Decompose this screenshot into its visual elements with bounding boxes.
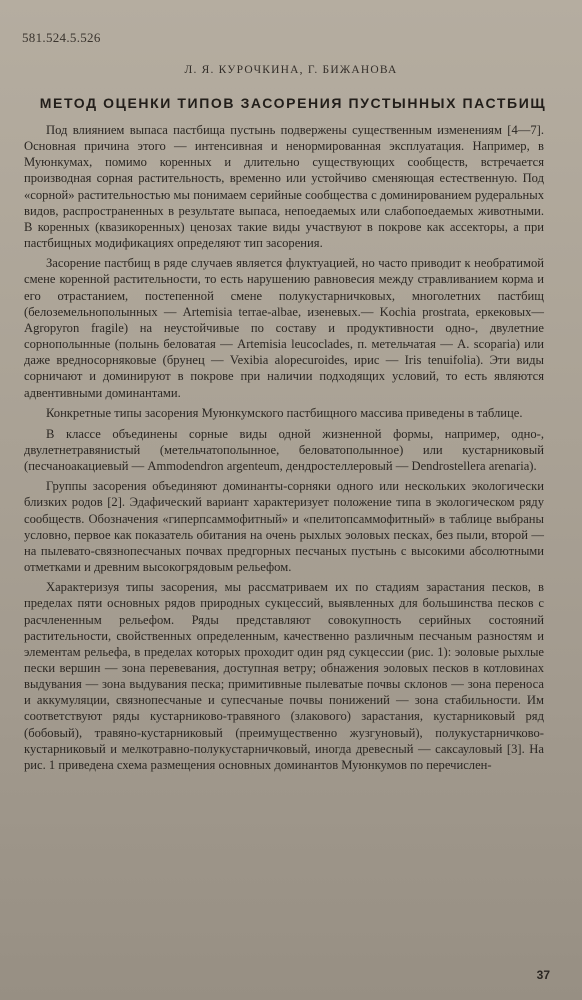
authors: Л. Я. КУРОЧКИНА, Г. БИЖАНОВА	[184, 64, 398, 76]
paragraph: В классе объединены сорные виды одной жизненной формы, например, одно-, двулетнетравянистый (метельчатополынное, беловатополынное) или кустарниковый (песчаноакациевый — Ammodendron argenteum, дендростеллеровый — Dendrostellera arenaria).	[24, 426, 544, 474]
paragraph: Под влиянием выпаса пастбища пустынь подвержены существенным изменениям [4—7]. Основная причина этого — интенсивная и ненормированная эксплуатация. Например, в Муюнкумах, помимо коренных и длительно существующих сообществ, встречается производная сорная растительность, временно или устойчиво сменяющая естественную. Под «сорной» растительностью мы понимаем серийные сообщества с доминированием рудеральных видов, распространенных в результате выпаса, непоедаемых или слабопоедаемых животными. В коренных (квазикоренных) ценозах такие виды участвуют в покрове как ассекторы, а при пастбищных модификациях определяют тип засорения.	[24, 123, 544, 251]
paragraph: Конкретные типы засорения Муюнкумского пастбищного массива приведены в таблице.	[46, 405, 523, 420]
paragraph: Характеризуя типы засорения, мы рассматриваем их по стадиям зарастания песков, в пределах пяти основных рядов природных сукцессий, выявленных для большинства песков с расчлененным рельефом. Ряды представляют совокупность серийных состояний растительности, свойственных определенным, качественно различным песчаным разностям и элементам рельефа, в пределах которых проходит один ряд сукцессии (рис. 1): эоловые рыхлые пески вершин — зона перевевания, доступная ветру; обнажения эоловых песков в котловинах выдувания — зона выдувания песка; примитивные пылеватые почвы склонов — зона переноса и аккумуляции, связнопесчаные и супесчаные почвы понижений — зона стабильности. Им соответствуют ряды кустарниково-травяного (злакового) зарастания, кустарниковый ряд (бобовый), травяно-кустарниковый (преимущественно жузгуновый), полукустарничково-кустарниковый и мелкотравно-полукустарничковый, иногда древесный — саксауловый [3]. На рис. 1 приведена схема размещения основных доминантов Муюнкумов по перечислен-	[24, 580, 544, 772]
paragraph: Засорение пастбищ в ряде случаев является флуктуацией, но часто приводит к необратимой смене коренной растительности, то есть нарушению равновесия между стравливанием корма и его отрастанием, постепенной смене полукустарничковых, многолетних пастбищ (белоземельнополынных — Artemisia terrae-albae, изеневых.— Kochia prostrata, еркековых—Agropyron fragile) на неустойчивые по составу и продуктивности одно-, двулетние сорнополынные (полынь беловатая — Artemisia leucoclades, п. метельчатая — A. scoparia) или даже вредносорняковые (брунец — Vexibia alopecuroides, ирис — Iris tenuifolia). Эти виды сорничают и доминируют в покрове при наличии подходящих условий, то есть являются адвентивными доминантами.	[24, 256, 544, 400]
udc-code: 581.524.5.526	[22, 30, 101, 45]
page-number: 37	[536, 968, 550, 982]
article-body	[24, 122, 544, 777]
paragraph: Группы засорения объединяют доминанты-сорняки одного или нескольких экологически близких родов [2]. Эдафический вариант характеризует положение типа в экологическом ряду сообществ. Обозначения «гиперпсаммофитный» и «пелитопсаммофитный» в таблице выбраны условно, первое как показатель обитания на очень рыхлых эоловых песках, без пыли, второй — на пылевато-связнопесчаных почвах предгорных песчаных пустынь с высокими абсолютными отметками и древним высокогрядовым рельефом.	[24, 479, 544, 575]
article-title: МЕТОД ОЦЕНКИ ТИПОВ ЗАСОРЕНИЯ ПУСТЫННЫХ ПАСТБИЩ	[39, 95, 547, 111]
